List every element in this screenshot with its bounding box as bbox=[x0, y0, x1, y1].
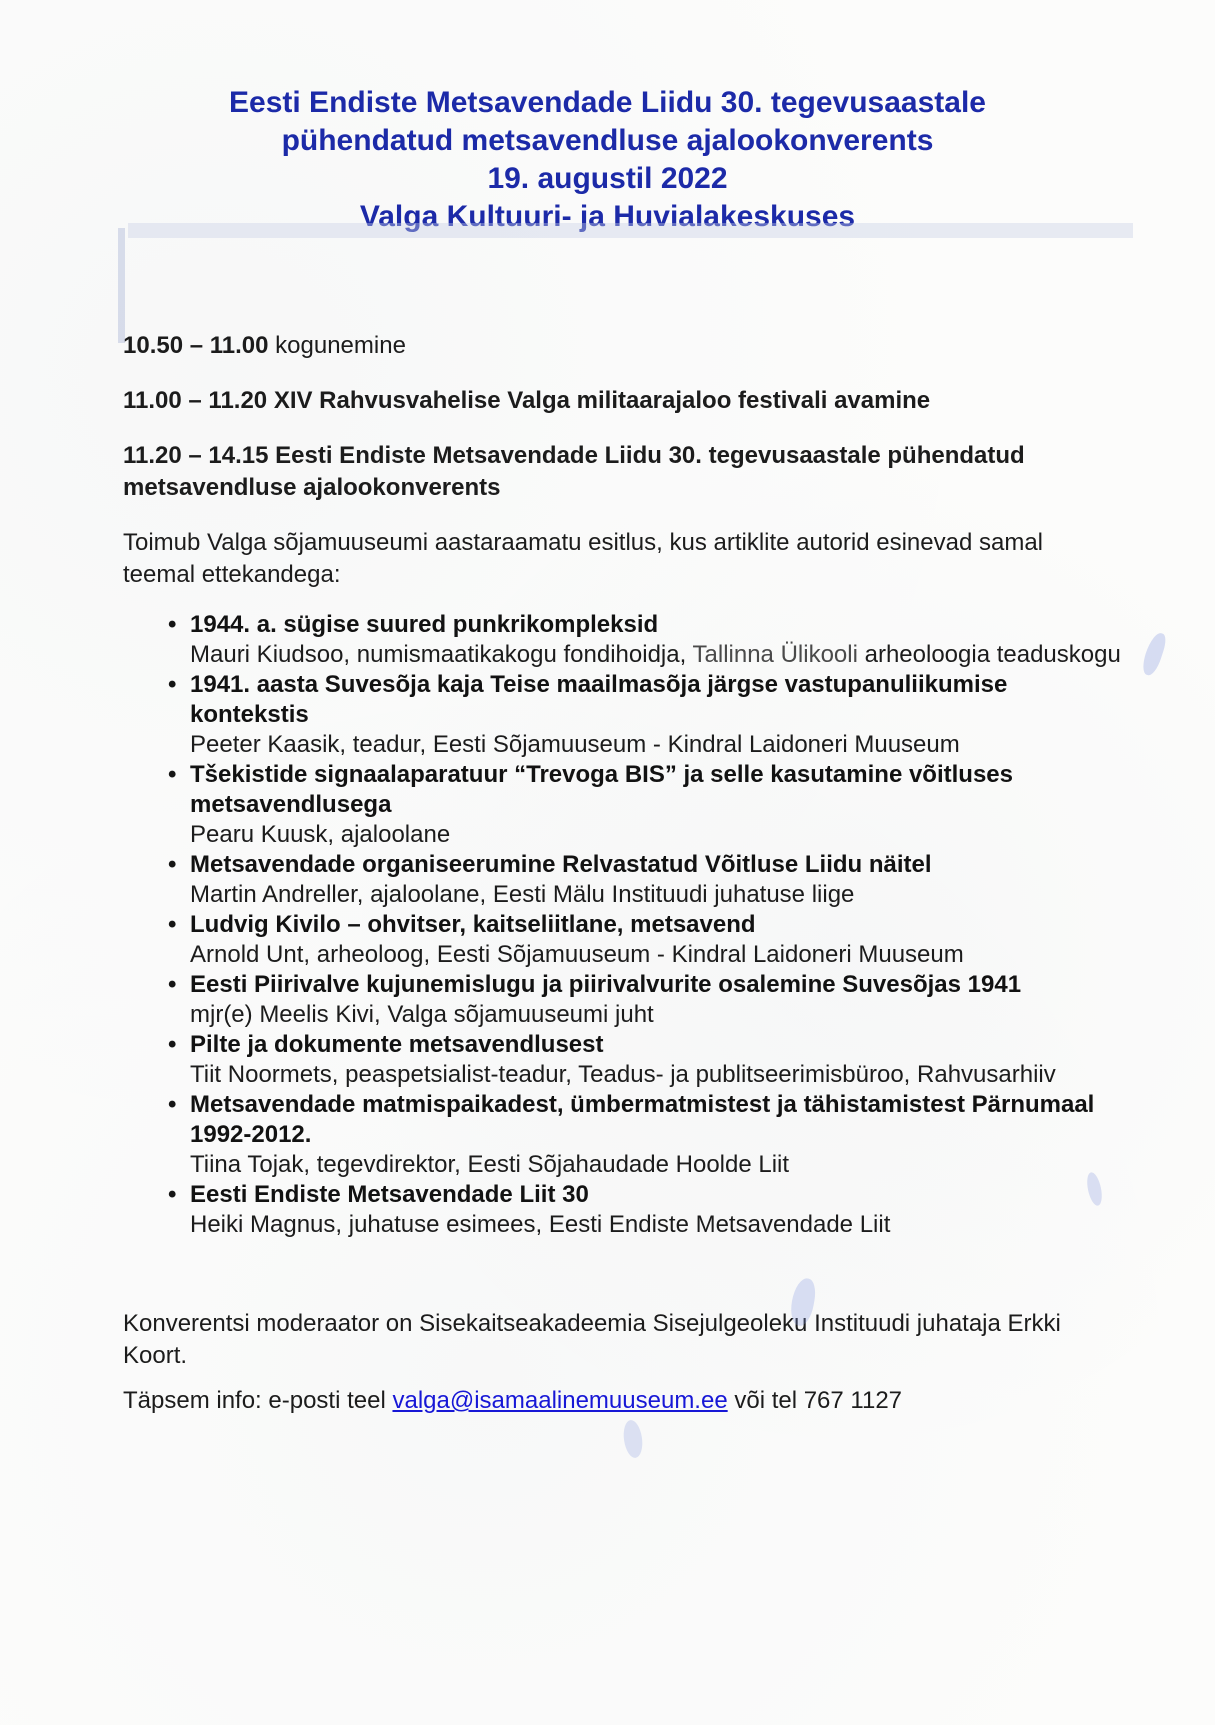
email-link[interactable]: valga@isamaalinemuuseum.ee bbox=[392, 1387, 728, 1414]
program-item bbox=[168, 850, 1125, 910]
contact-prefix: Täpsem info: e-posti teel bbox=[123, 1387, 393, 1414]
schedule-text: XIV Rahvusvahelise Valga militaarajaloo festivali avamine bbox=[267, 387, 931, 414]
program-item bbox=[168, 1030, 1125, 1090]
schedule-time: 10.50 – 11.00 bbox=[123, 332, 269, 359]
schedule-time: 11.20 – 14.15 bbox=[123, 442, 269, 469]
talk-speaker: Pearu Kuusk, ajaloolane bbox=[190, 821, 451, 848]
program-item bbox=[168, 910, 1125, 970]
schedule bbox=[123, 330, 1092, 504]
talk-speaker: Tiit Noormets, peaspetsialist-teadur, Teadus- ja publitseerimisbüroo, Rahvusarhiiv bbox=[190, 1061, 1056, 1088]
program-item bbox=[168, 610, 1125, 670]
schedule-text: kogunemine bbox=[268, 332, 406, 359]
talk-speaker bbox=[190, 640, 1125, 670]
talk-title: • Tšekistide signaalaparatuur “Trevoga BIS” ja selle kasutamine võitluses metsavendlusega bbox=[190, 761, 1013, 818]
title-line-4: Valga Kultuuri- ja Huvialakeskuses bbox=[359, 200, 856, 233]
contact-suffix: või tel 767 1127 bbox=[727, 1387, 903, 1414]
talk-speaker: Tiina Tojak, tegevdirektor, Eesti Sõjahaudade Hoolde Liit bbox=[190, 1151, 790, 1178]
talk-speaker: Heiki Magnus, juhatuse esimees, Eesti Endiste Metsavendade Liit bbox=[190, 1211, 891, 1238]
schedule-row-gathering bbox=[123, 330, 1058, 362]
talk-title: • 1944. a. sügise suured punkrikompleksid bbox=[190, 611, 659, 638]
ink-smudge bbox=[1140, 631, 1169, 678]
intro-paragraph: Toimub Valga sõjamuuseumi aastaraamatu esitlus, kus artiklite autorid esinevad samal teemal ettekandega: bbox=[123, 529, 1044, 588]
talk-speaker: Peeter Kaasik, teadur, Eesti Sõjamuuseum - Kindral Laidoneri Muuseum bbox=[190, 731, 960, 758]
talk-speaker: Martin Andreller, ajaloolane, Eesti Mälu Instituudi juhatuse liige bbox=[190, 881, 855, 908]
talk-title: • Eesti Piirivalve kujunemislugu ja piirivalvurite osalemine Suvesõjas 1941 bbox=[190, 971, 1022, 998]
title-line-2: pühendatud metsavendluse ajalookonverents bbox=[281, 124, 934, 157]
schedule-text: Eesti Endiste Metsavendade Liidu 30. tegevusaastale pühendatud metsavendluse ajalookonverents bbox=[123, 442, 1025, 501]
document-title bbox=[123, 84, 1092, 236]
moderator-paragraph: Konverentsi moderaator on Sisekaitseakadeemia Sisejulgeoleku Instituudi juhataja Erkki Koort. bbox=[123, 1310, 1061, 1369]
program-item bbox=[168, 670, 1125, 760]
title-line-3: 19. augustil 2022 bbox=[487, 162, 728, 195]
talk-title: • Eesti Endiste Metsavendade Liit 30 bbox=[190, 1181, 589, 1208]
talk-title: • 1941. aasta Suvesõja kaja Teise maailmasõja järgse vastupanuliikumise kontekstis bbox=[190, 671, 1008, 728]
schedule-time: 11.00 – 11.20 bbox=[123, 387, 268, 414]
speaker-affiliation: Tallinna Ülikooli bbox=[692, 641, 858, 668]
speaker-text: arheoloogia teaduskogu bbox=[857, 641, 1121, 668]
talk-speaker: mjr(e) Meelis Kivi, Valga sõjamuuseumi juht bbox=[190, 1001, 654, 1028]
ink-smudge bbox=[621, 1419, 644, 1459]
program-list bbox=[168, 610, 1121, 1240]
talk-title: • Pilte ja dokumente metsavendlusest bbox=[190, 1031, 604, 1058]
speaker-text: Mauri Kiudsoo, numismaatikakogu fondihoidja, bbox=[190, 641, 693, 668]
program-item bbox=[168, 970, 1125, 1030]
schedule-row-festival-opening bbox=[123, 385, 1058, 417]
program-item bbox=[168, 1090, 1125, 1180]
program-item bbox=[168, 1180, 1125, 1240]
program-item bbox=[168, 760, 1125, 850]
talk-speaker: Arnold Unt, arheoloog, Eesti Sõjamuuseum - Kindral Laidoneri Muuseum bbox=[190, 941, 964, 968]
title-line-1: Eesti Endiste Metsavendade Liidu 30. tegevusaastale bbox=[229, 86, 986, 119]
contact-line bbox=[123, 1385, 1092, 1417]
talk-title: • Metsavendade organiseerumine Relvastatud Võitluse Liidu näitel bbox=[190, 851, 932, 878]
schedule-row-conference bbox=[123, 440, 1058, 504]
talk-title: • Ludvig Kivilo – ohvitser, kaitseliitlane, metsavend bbox=[190, 911, 756, 938]
talk-title: • Metsavendade matmispaikadest, ümbermatmistest ja tähistamistest Pärnumaal 1992-2012. bbox=[190, 1091, 1095, 1148]
